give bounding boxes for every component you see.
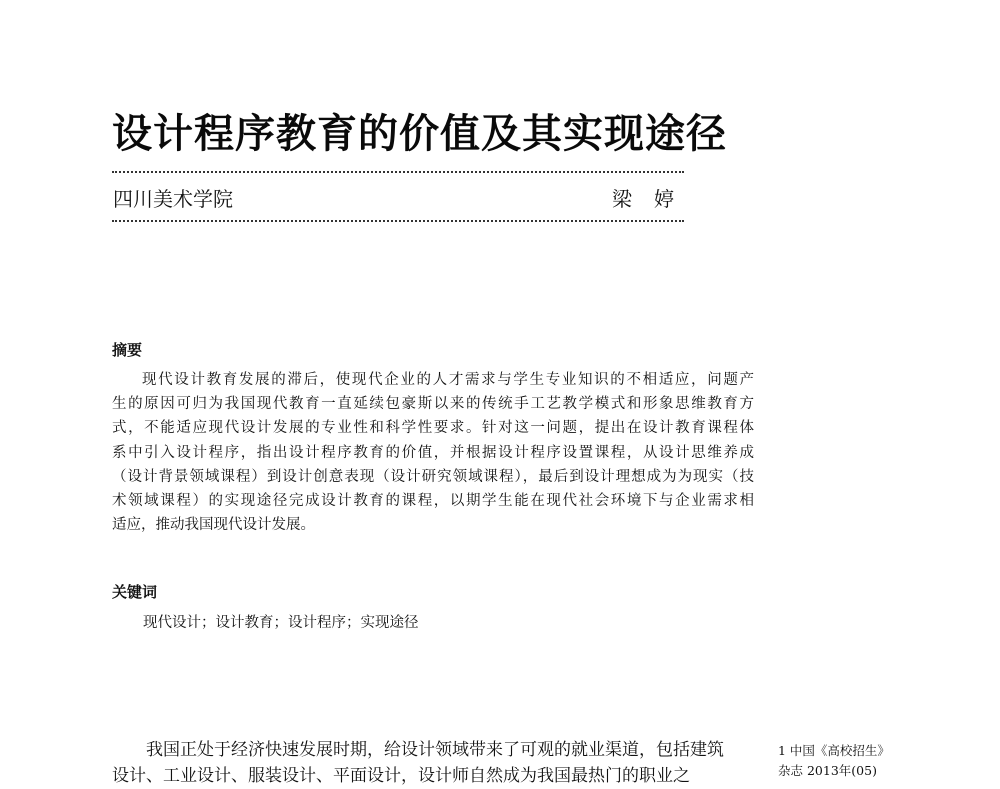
- body-line: 设计、工业设计、服装设计、平面设计，设计师自然成为我国最热门的职业之: [112, 766, 690, 786]
- keywords-list: 现代设计；设计教育；设计程序；实现途径: [143, 615, 419, 631]
- title-divider-bottom: [112, 220, 684, 222]
- footnote-line: 杂志 2013年(05): [778, 763, 877, 778]
- abstract-line: 术领域课程）的实现途径完成设计教育的课程，以期学生能在现代社会环境下与企业需求相: [112, 492, 754, 509]
- body-line: 我国正处于经济快速发展时期，给设计领域带来了可观的就业渠道，包括建筑: [146, 740, 724, 760]
- author-affiliation: 四川美术学院: [113, 187, 233, 211]
- body-text: [112, 737, 752, 789]
- abstract-body: [112, 368, 754, 537]
- footnote: [778, 741, 890, 781]
- abstract-line: 式，不能适应现代设计发展的专业性和科学性要求。针对这一问题，提出在设计教育课程体: [112, 420, 754, 437]
- keywords-heading: 关键词: [112, 583, 158, 601]
- title-divider-top: [112, 171, 684, 173]
- abstract-line: 生的原因可归为我国现代教育一直延续包豪斯以来的传统手工艺教学模式和形象思维教育方: [112, 396, 754, 413]
- abstract-line: 现代设计教育发展的滞后，使现代企业的人才需求与学生专业知识的不相适应，问题产: [142, 372, 754, 388]
- author-name: 梁婷: [612, 187, 696, 211]
- article-title: 设计程序教育的价值及其实现途径: [112, 111, 727, 157]
- abstract-line: （设计背景领域课程）到设计创意表现（设计研究领域课程），最后到设计理想成为为现实（技: [112, 468, 754, 485]
- abstract-line: 适应，推动我国现代设计发展。: [112, 517, 315, 534]
- footnote-line: 1 中国《高校招生》: [778, 743, 890, 758]
- abstract-line: 系中引入设计程序，指出设计程序教育的价值，并根据设计程序设置课程，从设计思维养成: [112, 444, 754, 461]
- abstract-heading: 摘要: [112, 341, 143, 359]
